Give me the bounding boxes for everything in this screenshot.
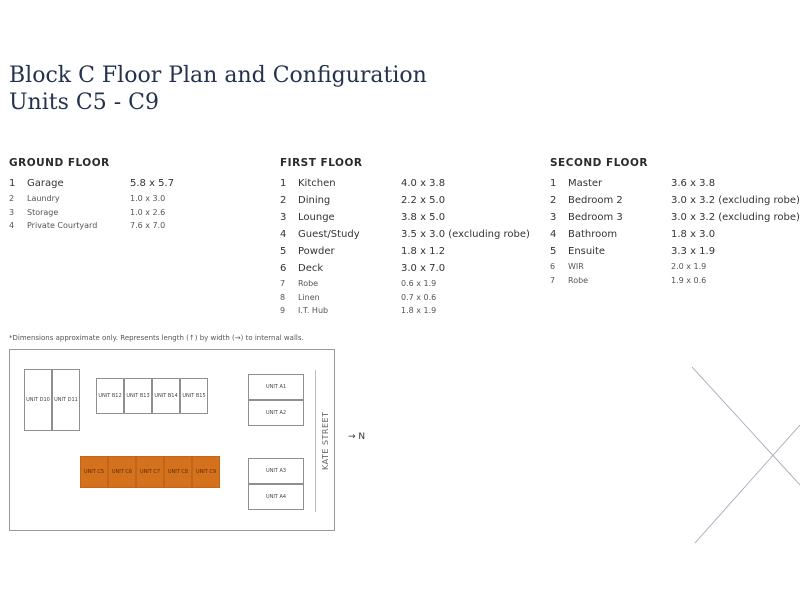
unit-c8: UNIT C8	[164, 456, 192, 488]
unit-d10: UNIT D10	[24, 369, 52, 431]
street-label: KATE STREET	[321, 411, 330, 470]
decorative-lines	[690, 365, 800, 545]
room-name: Laundry	[27, 194, 60, 203]
room-name: Master	[568, 178, 603, 189]
room-number: 2	[550, 195, 557, 206]
spec-row	[280, 243, 540, 260]
spec-row	[280, 209, 540, 226]
room-name: Kitchen	[298, 178, 336, 189]
room-number: 8	[280, 292, 286, 302]
room-number: 1	[550, 178, 557, 189]
site-plan	[9, 349, 335, 531]
unit-b12: UNIT B12	[96, 378, 124, 414]
room-number: 3	[280, 212, 287, 223]
room-number: 7	[280, 279, 286, 288]
first-floor-section	[280, 157, 540, 318]
spec-row	[550, 260, 800, 274]
spec-row	[550, 192, 800, 209]
room-number: 4	[9, 221, 15, 230]
first-floor-heading: FIRST FLOOR	[280, 157, 363, 169]
room-number: 3	[9, 207, 15, 217]
unit-c5: UNIT C5	[80, 456, 108, 488]
room-name: Private Courtyard	[27, 221, 98, 230]
spec-row	[550, 175, 800, 192]
room-name: WIR	[568, 262, 584, 271]
ground-floor-rows	[9, 175, 269, 233]
title-line-1: Block C Floor Plan and Configuration	[9, 63, 427, 88]
room-name: I.T. Hub	[298, 306, 329, 315]
second-floor-heading: SECOND FLOOR	[550, 157, 648, 169]
room-name: Deck	[298, 263, 324, 274]
spec-row	[280, 175, 540, 192]
spec-row	[550, 274, 800, 288]
unit-a2: UNIT A2	[248, 400, 304, 426]
room-name: Storage	[27, 207, 59, 217]
room-dimension: 3.8 x 5.0	[401, 212, 446, 223]
room-name: Bedroom 2	[568, 195, 623, 206]
spec-row	[280, 304, 540, 318]
unit-a1: UNIT A1	[248, 374, 304, 400]
north-label: N	[358, 432, 366, 442]
dimensions-note: *Dimensions approximate only. Represents length (↑) by width (→) to internal walls.	[9, 334, 304, 342]
unit-a4: UNIT A4	[248, 484, 304, 510]
room-dimension: 1.8 x 1.2	[401, 246, 446, 257]
room-number: 4	[550, 229, 557, 240]
room-number: 2	[9, 194, 15, 203]
room-dimension: 1.8 x 3.0	[671, 229, 716, 240]
spec-row	[280, 260, 540, 277]
spec-row	[280, 192, 540, 209]
title-line-2: Units C5 - C9	[9, 90, 159, 115]
room-dimension: 5.8 x 5.7	[130, 178, 175, 189]
room-dimension: 1.0 x 3.0	[130, 194, 166, 203]
room-name: Guest/Study	[298, 229, 360, 240]
room-dimension: 2.2 x 5.0	[401, 195, 446, 206]
unit-c6: UNIT C6	[108, 456, 136, 488]
room-dimension: 0.6 x 1.9	[401, 279, 437, 288]
north-indicator	[348, 432, 365, 442]
room-dimension: 3.3 x 1.9	[671, 246, 716, 257]
room-number: 5	[280, 246, 287, 257]
room-dimension: 7.6 x 7.0	[130, 221, 166, 230]
unit-a3: UNIT A3	[248, 458, 304, 484]
spec-row	[280, 291, 540, 305]
room-name: Bedroom 3	[568, 212, 623, 223]
unit-c7: UNIT C7	[136, 456, 164, 488]
spec-row	[9, 206, 269, 220]
room-number: 1	[280, 178, 287, 189]
spec-row	[550, 226, 800, 243]
second-floor-section	[550, 157, 800, 287]
room-dimension: 3.0 x 3.2 (excluding robe)	[671, 212, 800, 223]
unit-d11: UNIT D11	[52, 369, 80, 431]
room-dimension: 3.0 x 3.2 (excluding robe)	[671, 195, 800, 206]
first-floor-rows	[280, 175, 540, 318]
room-number: 3	[550, 212, 557, 223]
room-dimension: 4.0 x 3.8	[401, 178, 446, 189]
room-name: Robe	[568, 275, 589, 285]
spec-row	[9, 219, 269, 233]
north-arrow-icon: →	[348, 432, 356, 442]
page-title	[9, 62, 427, 116]
room-name: Bathroom	[568, 229, 618, 240]
room-number: 6	[550, 262, 556, 271]
room-name: Linen	[298, 292, 320, 302]
room-dimension: 3.5 x 3.0 (excluding robe)	[401, 229, 530, 240]
unit-c9: UNIT C9	[192, 456, 220, 488]
spec-row	[9, 192, 269, 206]
room-name: Lounge	[298, 212, 335, 223]
second-floor-rows	[550, 175, 800, 287]
room-name: Dining	[298, 195, 331, 206]
room-number: 6	[280, 263, 287, 274]
room-dimension: 1.9 x 0.6	[671, 275, 707, 285]
room-dimension: 1.8 x 1.9	[401, 306, 437, 315]
ground-floor-heading: GROUND FLOOR	[9, 157, 110, 169]
room-number: 7	[550, 275, 556, 285]
ground-floor-section	[9, 157, 269, 233]
unit-b14: UNIT B14	[152, 378, 180, 414]
room-dimension: 3.6 x 3.8	[671, 178, 716, 189]
room-name: Robe	[298, 279, 319, 288]
unit-b13: UNIT B13	[124, 378, 152, 414]
room-number: 4	[280, 229, 287, 240]
spec-row	[280, 277, 540, 291]
spec-row	[280, 226, 540, 243]
room-number: 9	[280, 306, 286, 315]
spec-row	[550, 243, 800, 260]
room-name: Garage	[27, 178, 64, 189]
room-dimension: 3.0 x 7.0	[401, 263, 446, 274]
spec-row	[550, 209, 800, 226]
room-name: Ensuite	[568, 246, 606, 257]
unit-b15: UNIT B15	[180, 378, 208, 414]
room-number: 1	[9, 178, 16, 189]
room-number: 2	[280, 195, 287, 206]
room-dimension: 0.7 x 0.6	[401, 292, 437, 302]
room-number: 5	[550, 246, 557, 257]
room-dimension: 2.0 x 1.9	[671, 262, 707, 271]
spec-row	[9, 175, 269, 192]
room-dimension: 1.0 x 2.6	[130, 207, 166, 217]
room-name: Powder	[298, 246, 335, 257]
street-edge	[315, 370, 316, 512]
